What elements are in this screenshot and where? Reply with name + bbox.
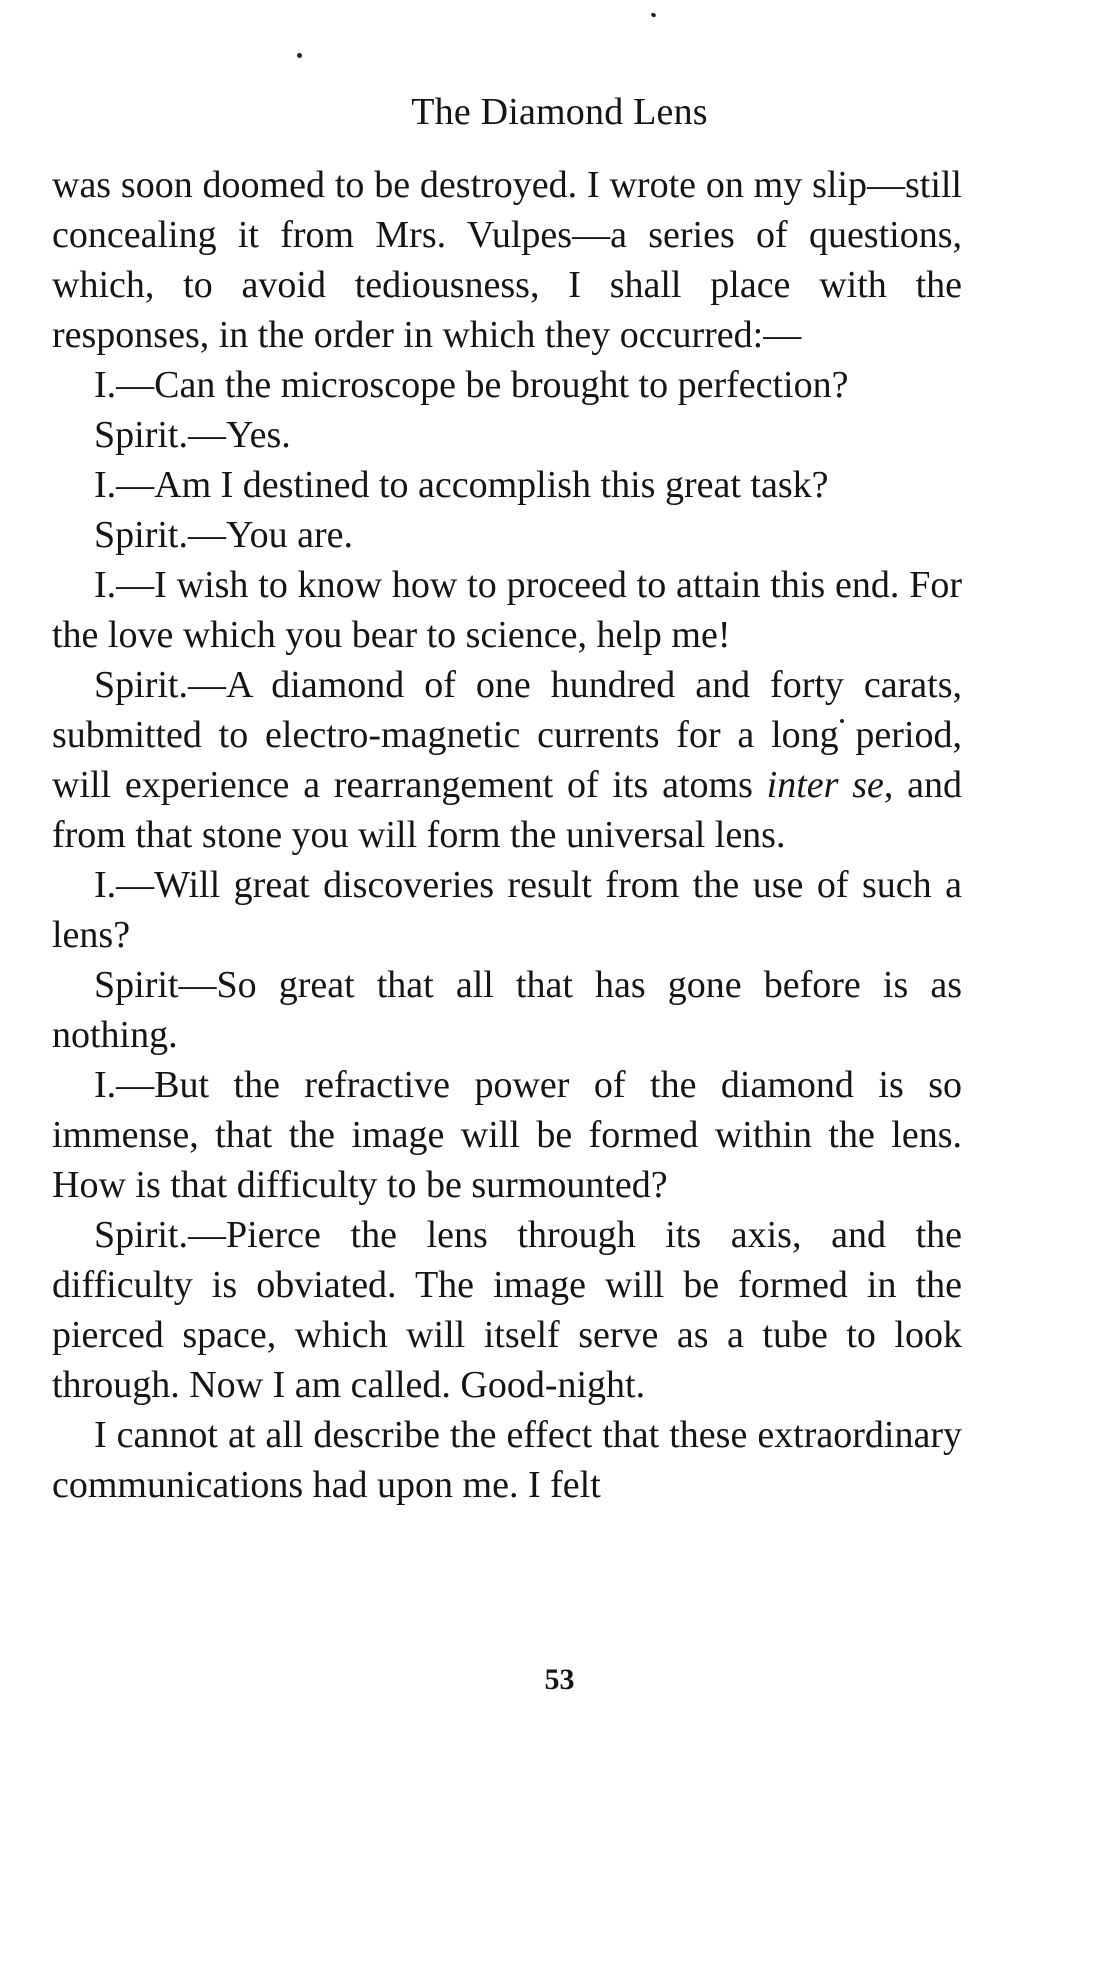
paragraph-answer: Spirit.—Yes. xyxy=(94,414,291,456)
paragraph-answer: Spirit.—You are. xyxy=(94,514,353,556)
italic-phrase: inter se xyxy=(766,764,884,806)
paragraph-question: I.—Can the microscope be brought to perfection? xyxy=(94,364,849,406)
running-title: The Diamond Lens xyxy=(411,91,708,133)
paragraph-question: I.—Will great discoveries result from the use of such a lens? xyxy=(52,864,962,956)
print-speck xyxy=(297,53,302,58)
paragraph-question: I.—But the refractive power of the diamond is so immense, that the image will be formed within the lens. How is that difficulty to be surmounted? xyxy=(52,1064,962,1206)
paragraph-answer: Spirit—So great that all that has gone before is as nothing. xyxy=(52,964,962,1056)
paragraph-continued: was soon doomed to be destroyed. I wrote on my slip—still concealing it from Mrs. Vulpes—a series of questions, which, to avoid tediousness, I shall place with the responses, in the order in which they occurred:— xyxy=(52,164,962,356)
paragraph-narration: I cannot at all describe the effect that these extraordinary communications had upon me. I felt xyxy=(52,1414,962,1506)
paragraph-question: I.—Am I destined to accomplish this great task? xyxy=(94,464,829,506)
paragraph-text: Spirit.—A diamond of one hundred and forty carats, submitted to electro-magnetic currents for a long period, will experience a rearrangement of its atoms xyxy=(52,664,962,806)
paragraph-answer xyxy=(52,660,962,860)
paragraph-question: I.—I wish to know how to proceed to attain this end. For the love which you bear to science, help me! xyxy=(52,564,962,656)
paragraph-answer: Spirit.—Pierce the lens through its axis, and the difficulty is obviated. The image will be formed in the pierced space, which will itself serve as a tube to look through. Now I am called. Good-night. xyxy=(52,1214,962,1406)
paragraph-text: , and from that stone you will form the universal lens. xyxy=(52,764,962,856)
body-text xyxy=(52,160,962,1510)
page-number: 53 xyxy=(544,1663,575,1696)
print-speck xyxy=(650,12,656,18)
